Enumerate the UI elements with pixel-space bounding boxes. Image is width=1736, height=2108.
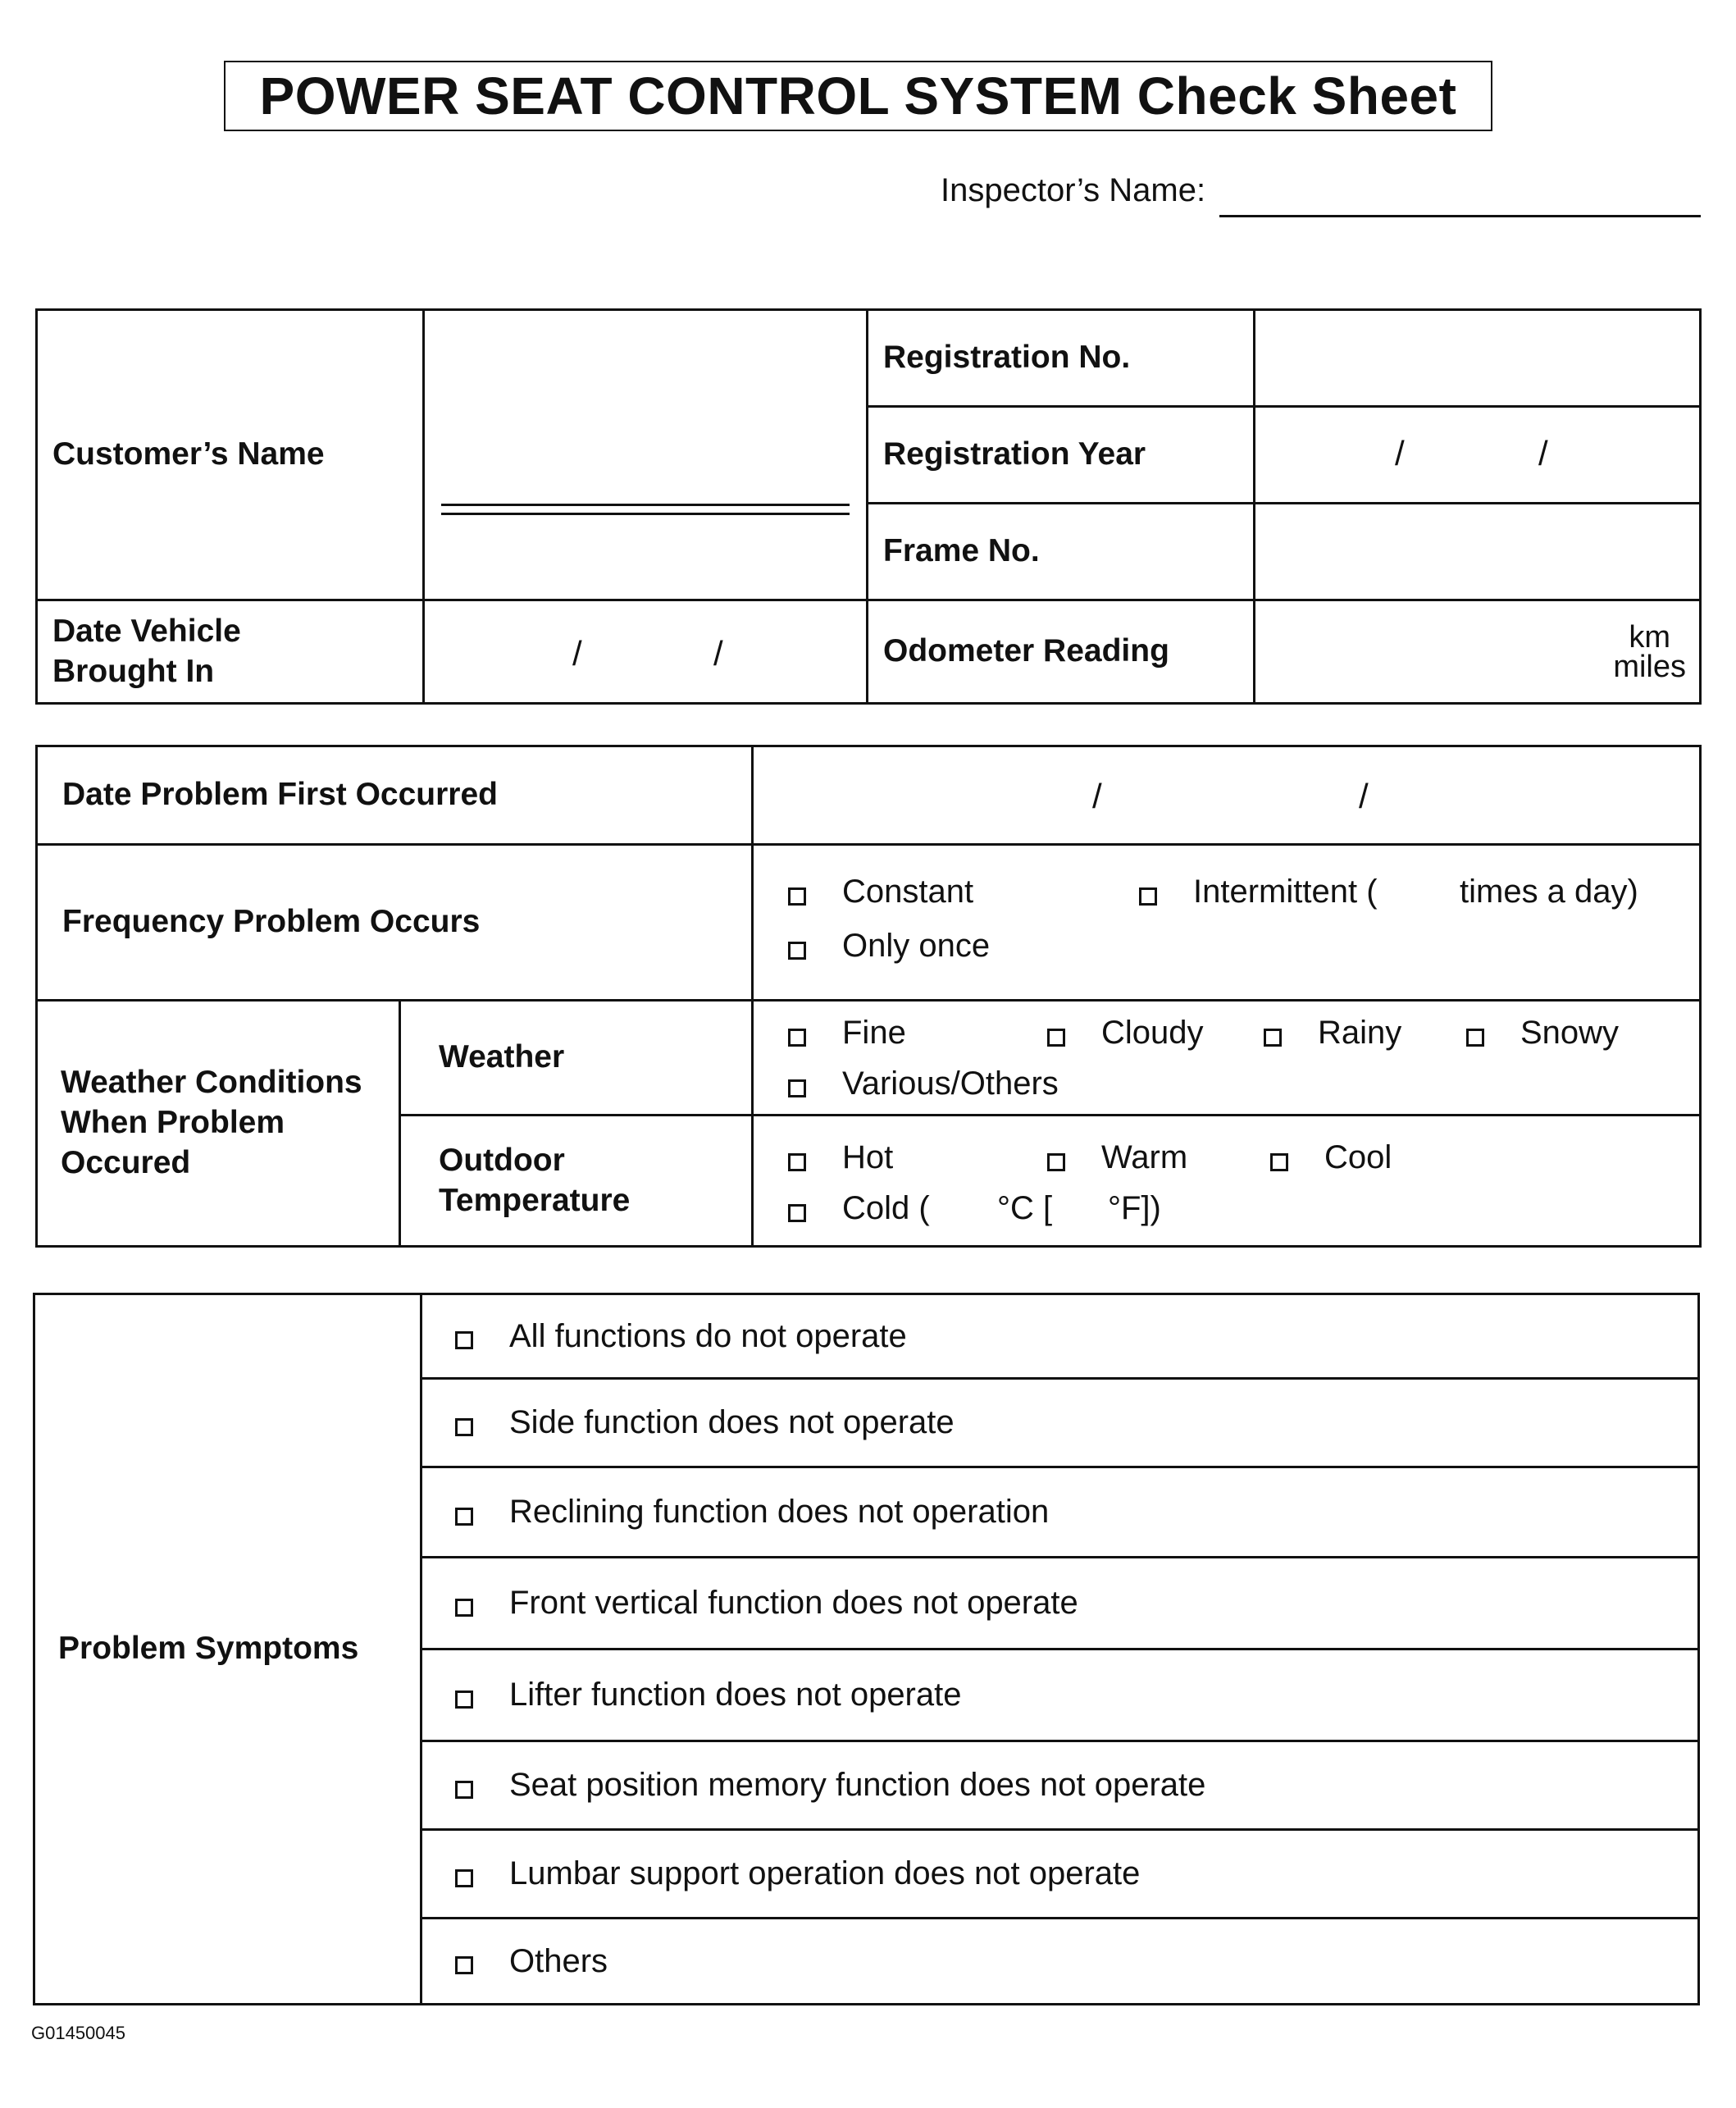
frame-no-label: Frame No.: [868, 504, 1255, 600]
problem-symptoms-label: Problem Symptoms: [34, 1294, 421, 2005]
cool-label: Cool: [1324, 1139, 1392, 1175]
symptom-checkbox[interactable]: [455, 1691, 473, 1709]
cloudy-label: Cloudy: [1101, 1015, 1204, 1051]
symptom-checkbox[interactable]: [455, 1869, 473, 1887]
warm-label: Warm: [1101, 1139, 1188, 1175]
date-brought-in-label: [37, 600, 424, 704]
fahrenheit-label: °F]): [1108, 1190, 1161, 1226]
symptom-label: Seat position memory function does not operate: [509, 1767, 1206, 1803]
temperature-options: [753, 1116, 1701, 1247]
celsius-label: °C [: [997, 1190, 1053, 1226]
hot-label: Hot: [842, 1139, 894, 1175]
weather-conditions-line1: Weather Conditions: [61, 1065, 362, 1101]
inspector-name-field[interactable]: [1219, 215, 1701, 217]
weather-label: Weather: [400, 1001, 753, 1116]
date-first-occurred-label: Date Problem First Occurred: [37, 746, 753, 845]
figure-id: G01450045: [31, 2023, 125, 2043]
customer-name-label: Customer’s Name: [37, 310, 424, 600]
symptom-label: Side function does not operate: [509, 1404, 955, 1440]
symptom-checkbox[interactable]: [455, 1956, 473, 1974]
various-others-label: Various/Others: [842, 1065, 1059, 1102]
outdoor-temperature-label: [400, 1116, 753, 1247]
inspector-name-label: Inspector’s Name:: [941, 172, 1206, 208]
date-brought-in-label-line2: Brought In: [52, 653, 215, 689]
weather-conditions-line2: When Problem: [61, 1105, 285, 1141]
date-separator: /: [1359, 777, 1369, 815]
fine-label: Fine: [842, 1015, 906, 1051]
hot-checkbox[interactable]: [788, 1153, 806, 1171]
outdoor-temperature-line1: Outdoor: [439, 1142, 565, 1178]
snowy-label: Snowy: [1520, 1015, 1620, 1051]
frequency-options: [753, 845, 1701, 1001]
cool-checkbox[interactable]: [1270, 1153, 1288, 1171]
date-separator: /: [1395, 434, 1405, 472]
symptom-label: All functions do not operate: [509, 1317, 907, 1354]
weather-options: [753, 1001, 1701, 1116]
times-a-day-label: times a day): [1460, 874, 1638, 910]
weather-conditions-line3: Occured: [61, 1144, 191, 1180]
date-separator: /: [572, 634, 582, 673]
symptom-row: [421, 1919, 1699, 2005]
constant-checkbox[interactable]: [788, 887, 806, 906]
symptom-row: [421, 1649, 1699, 1741]
cold-label: Cold (: [842, 1190, 930, 1226]
symptom-row: [421, 1294, 1699, 1379]
rainy-label: Rainy: [1318, 1015, 1402, 1051]
warm-checkbox[interactable]: [1047, 1153, 1065, 1171]
intermittent-label: Intermittent (: [1193, 874, 1378, 910]
intermittent-checkbox[interactable]: [1139, 887, 1157, 906]
cold-checkbox[interactable]: [788, 1204, 806, 1222]
registration-year-field[interactable]: [1255, 407, 1701, 504]
outdoor-temperature-line2: Temperature: [439, 1182, 631, 1218]
symptom-checkbox[interactable]: [455, 1418, 473, 1436]
fine-checkbox[interactable]: [788, 1029, 806, 1047]
registration-year-label: Registration Year: [868, 407, 1255, 504]
problem-symptoms-table: [33, 1293, 1700, 2005]
symptom-row: [421, 1467, 1699, 1558]
only-once-checkbox[interactable]: [788, 942, 806, 960]
snowy-checkbox[interactable]: [1466, 1029, 1484, 1047]
symptom-row: [421, 1830, 1699, 1919]
symptom-checkbox[interactable]: [455, 1331, 473, 1349]
problem-conditions-table: [35, 745, 1702, 1248]
symptom-row: [421, 1558, 1699, 1649]
date-first-occurred-field[interactable]: [753, 746, 1701, 845]
cloudy-checkbox[interactable]: [1047, 1029, 1065, 1047]
rainy-checkbox[interactable]: [1264, 1029, 1282, 1047]
customer-name-field[interactable]: [424, 310, 868, 600]
unit-miles: miles: [1613, 650, 1686, 685]
frame-no-field[interactable]: [1255, 504, 1701, 600]
constant-label: Constant: [842, 874, 974, 910]
symptom-label: Lifter function does not operate: [509, 1677, 962, 1713]
date-brought-in-label-line1: Date Vehicle: [52, 613, 241, 649]
symptom-label: Lumbar support operation does not operate: [509, 1855, 1141, 1891]
odometer-field[interactable]: [1255, 600, 1701, 704]
date-separator: /: [1538, 434, 1548, 472]
registration-no-field[interactable]: [1255, 310, 1701, 407]
various-others-checkbox[interactable]: [788, 1079, 806, 1097]
only-once-label: Only once: [842, 928, 991, 964]
symptom-row: [421, 1741, 1699, 1830]
symptom-checkbox[interactable]: [455, 1599, 473, 1617]
customer-name-double-line: [441, 504, 850, 506]
date-separator: /: [1092, 777, 1102, 815]
unit-km: km: [1629, 620, 1670, 655]
symptom-checkbox[interactable]: [455, 1781, 473, 1799]
symptom-label: Others: [509, 1942, 608, 1979]
odometer-label: Odometer Reading: [868, 600, 1255, 704]
vehicle-info-table: [35, 308, 1702, 705]
symptom-row: [421, 1379, 1699, 1467]
customer-name-double-line: [441, 513, 850, 515]
weather-conditions-label: [37, 1001, 400, 1247]
symptom-checkbox[interactable]: [455, 1508, 473, 1526]
symptom-label: Reclining function does not operation: [509, 1494, 1050, 1530]
registration-no-label: Registration No.: [868, 310, 1255, 407]
symptom-label: Front vertical function does not operate: [509, 1585, 1078, 1621]
page-title: POWER SEAT CONTROL SYSTEM Check Sheet: [224, 61, 1492, 131]
date-brought-in-field[interactable]: [424, 600, 868, 704]
frequency-label: Frequency Problem Occurs: [37, 845, 753, 1001]
date-separator: /: [713, 634, 723, 673]
